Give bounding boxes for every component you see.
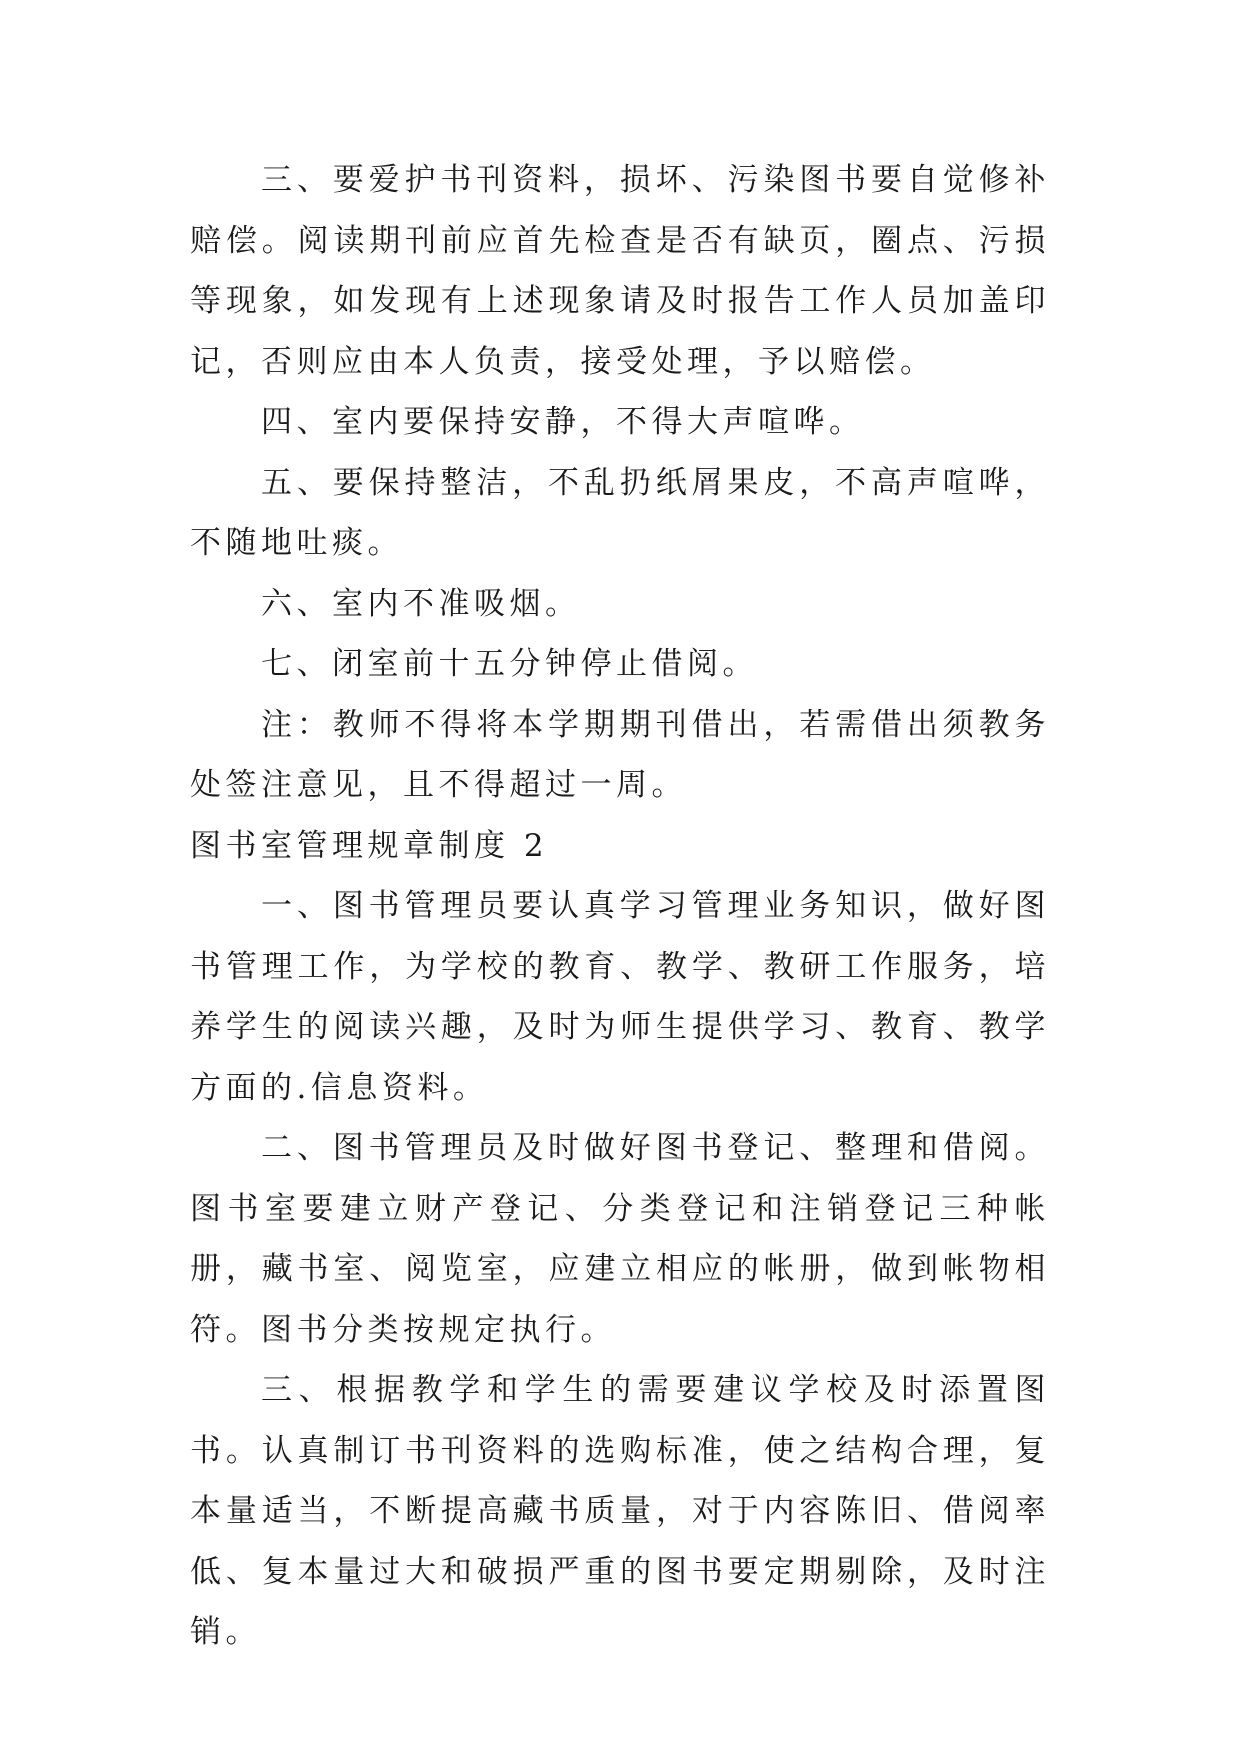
document-body	[190, 150, 1050, 1663]
paragraph-rule-6: 六、室内不准吸烟。	[261, 585, 581, 622]
paragraph-section2-rule-1: 一、图书管理员要认真学习管理业务知识，做好图书管理工作，为学校的教育、教学、教研工作服务，培养学生的阅读兴趣，及时为师生提供学习、教育、教学方面的.信息资料。	[190, 888, 1050, 1106]
paragraph-rule-5: 五、要保持整洁，不乱扔纸屑果皮，不高声喧哗，不随地吐痰。	[190, 464, 1050, 561]
paragraph-rule-3: 三、要爱护书刊资料，损坏、污染图书要自觉修补赔偿。阅读期刊前应首先检查是否有缺页，圈点、污损等现象，如发现有上述现象请及时报告工作人员加盖印记，否则应由本人负责，接受处理，予以赔偿。	[190, 162, 1050, 380]
section-title: 图书室管理规章制度 2	[190, 827, 549, 864]
paragraph-rule-4: 四、室内要保持安静，不得大声喧哗。	[261, 404, 865, 440]
paragraph-section2-rule-3: 三、根据教学和学生的需要建议学校及时添置图书。认真制订书刊资料的选购标准，使之结构合理，复本量适当，不断提高藏书质量，对于内容陈旧、借阅率低、复本量过大和破损严重的图书要定期剔除，及时注销。	[190, 1372, 1050, 1650]
paragraph-rule-7: 七、闭室前十五分钟停止借阅。	[261, 646, 758, 682]
paragraph-note: 注：教师不得将本学期期刊借出，若需借出须教务处签注意见，且不得超过一周。	[190, 706, 1050, 803]
paragraph-section2-rule-2: 二、图书管理员及时做好图书登记、整理和借阅。图书室要建立财产登记、分类登记和注销登记三种帐册，藏书室、阅览室，应建立相应的帐册，做到帐物相符。图书分类按规定执行。	[190, 1130, 1050, 1348]
